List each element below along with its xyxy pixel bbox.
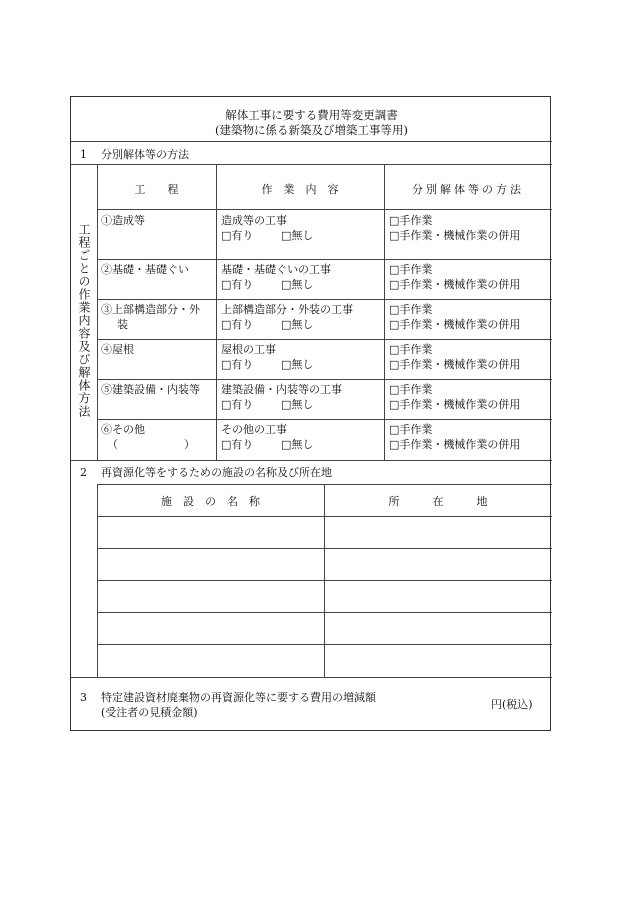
row-option-yes: □有り [221, 438, 254, 451]
section2-number: 2 [80, 466, 87, 479]
cost-change-form [70, 96, 551, 731]
section3-subheading: (受注者の見積金額) [101, 706, 198, 719]
row-divider [97, 419, 552, 420]
row-work-title: 造成等の工事 [221, 214, 287, 227]
row-work-title: 建築設備・内装等の工事 [221, 383, 342, 396]
table-row [97, 612, 552, 613]
row-option-no: □無し [281, 438, 314, 451]
row-method-combined: □手作業・機械作業の併用 [389, 318, 521, 331]
row-divider [97, 339, 552, 340]
section2-heading: 再資源化等をするための施設の名称及び所在地 [101, 466, 332, 479]
row-divider [97, 379, 552, 380]
col-header-location: 所 在 地 [388, 495, 488, 508]
row-option-no: □無し [281, 229, 314, 242]
col-header-method: 分別解体等の方法 [412, 183, 524, 196]
section2-bottom-divider [71, 677, 552, 678]
row-method-combined: □手作業・機械作業の併用 [389, 358, 521, 371]
row-option-no: □無し [281, 398, 314, 411]
row-option-yes: □有り [221, 398, 254, 411]
section1-bottom-divider [71, 460, 552, 461]
table-row [97, 516, 552, 517]
row-process-cont: 装 [117, 318, 128, 331]
row-process: ⑤建築設備・内装等 [101, 383, 200, 396]
table-row [97, 548, 552, 549]
row-process: ④屋根 [101, 343, 134, 356]
row-option-no: □無し [281, 278, 314, 291]
row-option-no: □無し [281, 358, 314, 371]
col-header-work: 作 業 内 容 [261, 183, 339, 196]
amount-unit: 円(税込) [491, 698, 533, 711]
row-option-yes: □有り [221, 358, 254, 371]
row-work-title: その他の工事 [221, 423, 287, 436]
title-divider [71, 141, 552, 142]
row-option-no: □無し [281, 318, 314, 331]
row-option-yes: □有り [221, 318, 254, 331]
row-method-combined: □手作業・機械作業の併用 [389, 438, 521, 451]
form-title: 解体工事に要する費用等変更調書 [225, 108, 398, 122]
row-work-title: 屋根の工事 [221, 343, 276, 356]
row-method-combined: □手作業・機械作業の併用 [389, 278, 521, 291]
col-header-facility-name: 施 設 の 名 称 [161, 495, 260, 508]
row-work-title: 上部構造部分・外装の工事 [221, 303, 353, 316]
row-option-yes: □有り [221, 278, 254, 291]
form-subtitle: (建築物に係る新築及び増築工事等用) [215, 123, 408, 137]
section1-number: 1 [80, 148, 87, 161]
table-row [97, 644, 552, 645]
row-method-manual: □手作業 [389, 423, 433, 436]
row-method-manual: □手作業 [389, 343, 433, 356]
section1-heading-divider [71, 164, 552, 165]
row-divider [97, 259, 552, 260]
row-method-combined: □手作業・機械作業の併用 [389, 398, 521, 411]
row-process-other-field: （ ） [107, 438, 195, 451]
row-process: ②基礎・基礎ぐい [101, 263, 189, 276]
row-method-combined: □手作業・機械作業の併用 [389, 229, 521, 242]
row-divider [97, 299, 552, 300]
section3-heading: 特定建設資材廃棄物の再資源化等に要する費用の増減額 [101, 691, 376, 704]
section1-side-label: 工程ごとの作業内容及び解体方法 [77, 223, 91, 418]
row-process: ⑥その他 [101, 423, 145, 436]
row-option-yes: □有り [221, 229, 254, 242]
row-process: ①造成等 [101, 214, 145, 227]
row-process: ③上部構造部分・外 [101, 303, 200, 316]
table-row [97, 580, 552, 581]
row-method-manual: □手作業 [389, 383, 433, 396]
section3-number: 3 [80, 691, 87, 704]
row-method-manual: □手作業 [389, 263, 433, 276]
row-method-manual: □手作業 [389, 214, 433, 227]
section1-header-divider [97, 209, 552, 210]
section1-heading: 分別解体等の方法 [101, 148, 189, 161]
row-method-manual: □手作業 [389, 303, 433, 316]
col-header-process: 工 程 [134, 183, 179, 196]
row-work-title: 基礎・基礎ぐいの工事 [221, 263, 331, 276]
